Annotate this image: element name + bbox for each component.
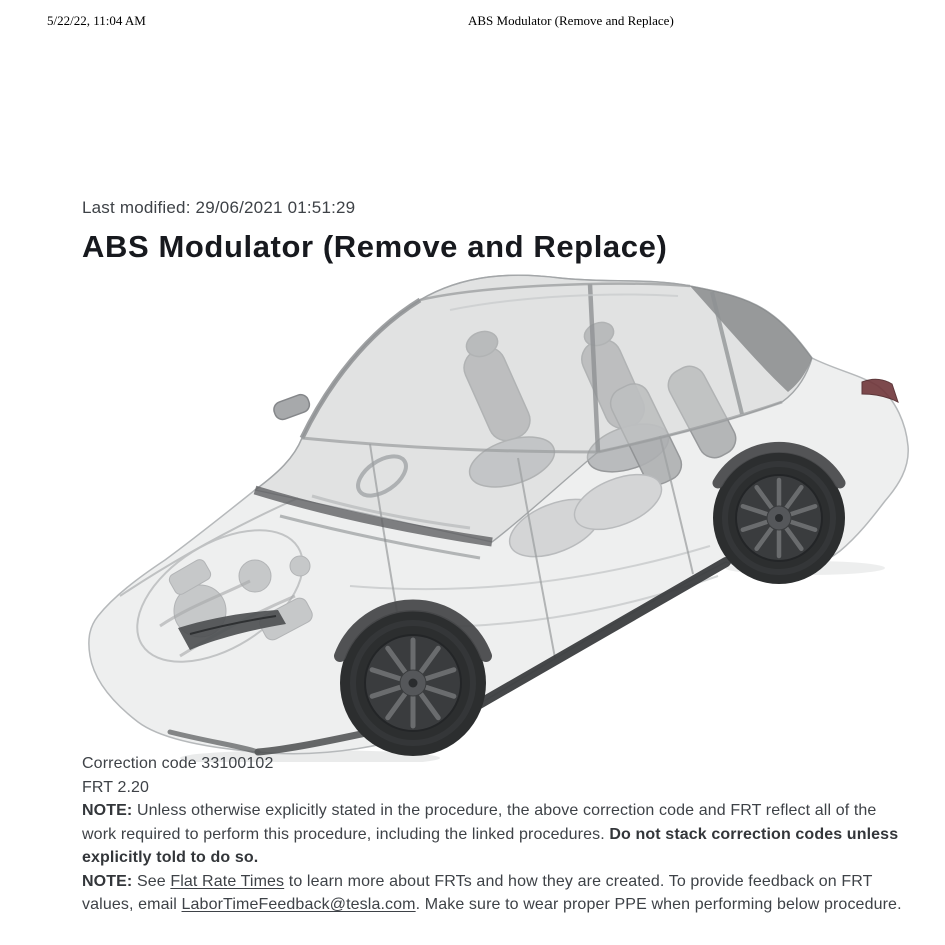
side-mirror: [272, 392, 312, 421]
last-modified-text: Last modified: 29/06/2021 01:51:29: [82, 198, 356, 217]
vehicle-illustration: [50, 266, 920, 762]
note-label: NOTE:: [82, 872, 133, 890]
frt-line: FRT 2.20: [82, 778, 150, 796]
note-label: NOTE:: [82, 802, 133, 819]
page-title: ABS Modulator (Remove and Replace): [82, 229, 668, 264]
correction-code-line: Correction code 33100102: [82, 755, 274, 772]
flat-rate-times-link[interactable]: Flat Rate Times: [170, 872, 285, 890]
note-flat-rate-times: NOTE: See Flat Rate Times to learn more about FRTs and how they are created. To provide feedback on FRT values, email LaborTimeFeedback@tesla.com. Make sure to wear proper PPE when performing below procedure.: [82, 872, 902, 913]
print-header-datetime: 5/22/22, 11:04 AM: [47, 13, 146, 28]
procedure-meta: [82, 752, 908, 917]
note-correction-codes: NOTE: Unless otherwise explicitly stated in the procedure, the above correction code and FRT reflect all of the work required to perform this procedure, including the linked procedures. Do not stack correction codes unless explicitly told to do so.: [82, 802, 899, 866]
print-header-doc-title: ABS Modulator (Remove and Replace): [468, 13, 674, 28]
labor-time-feedback-email-link[interactable]: LaborTimeFeedback@tesla.com: [181, 896, 416, 913]
note-bold-warning: Do not stack correction codes unless explicitly told to do so.: [82, 825, 899, 866]
model-y-xray-image: [50, 266, 920, 762]
